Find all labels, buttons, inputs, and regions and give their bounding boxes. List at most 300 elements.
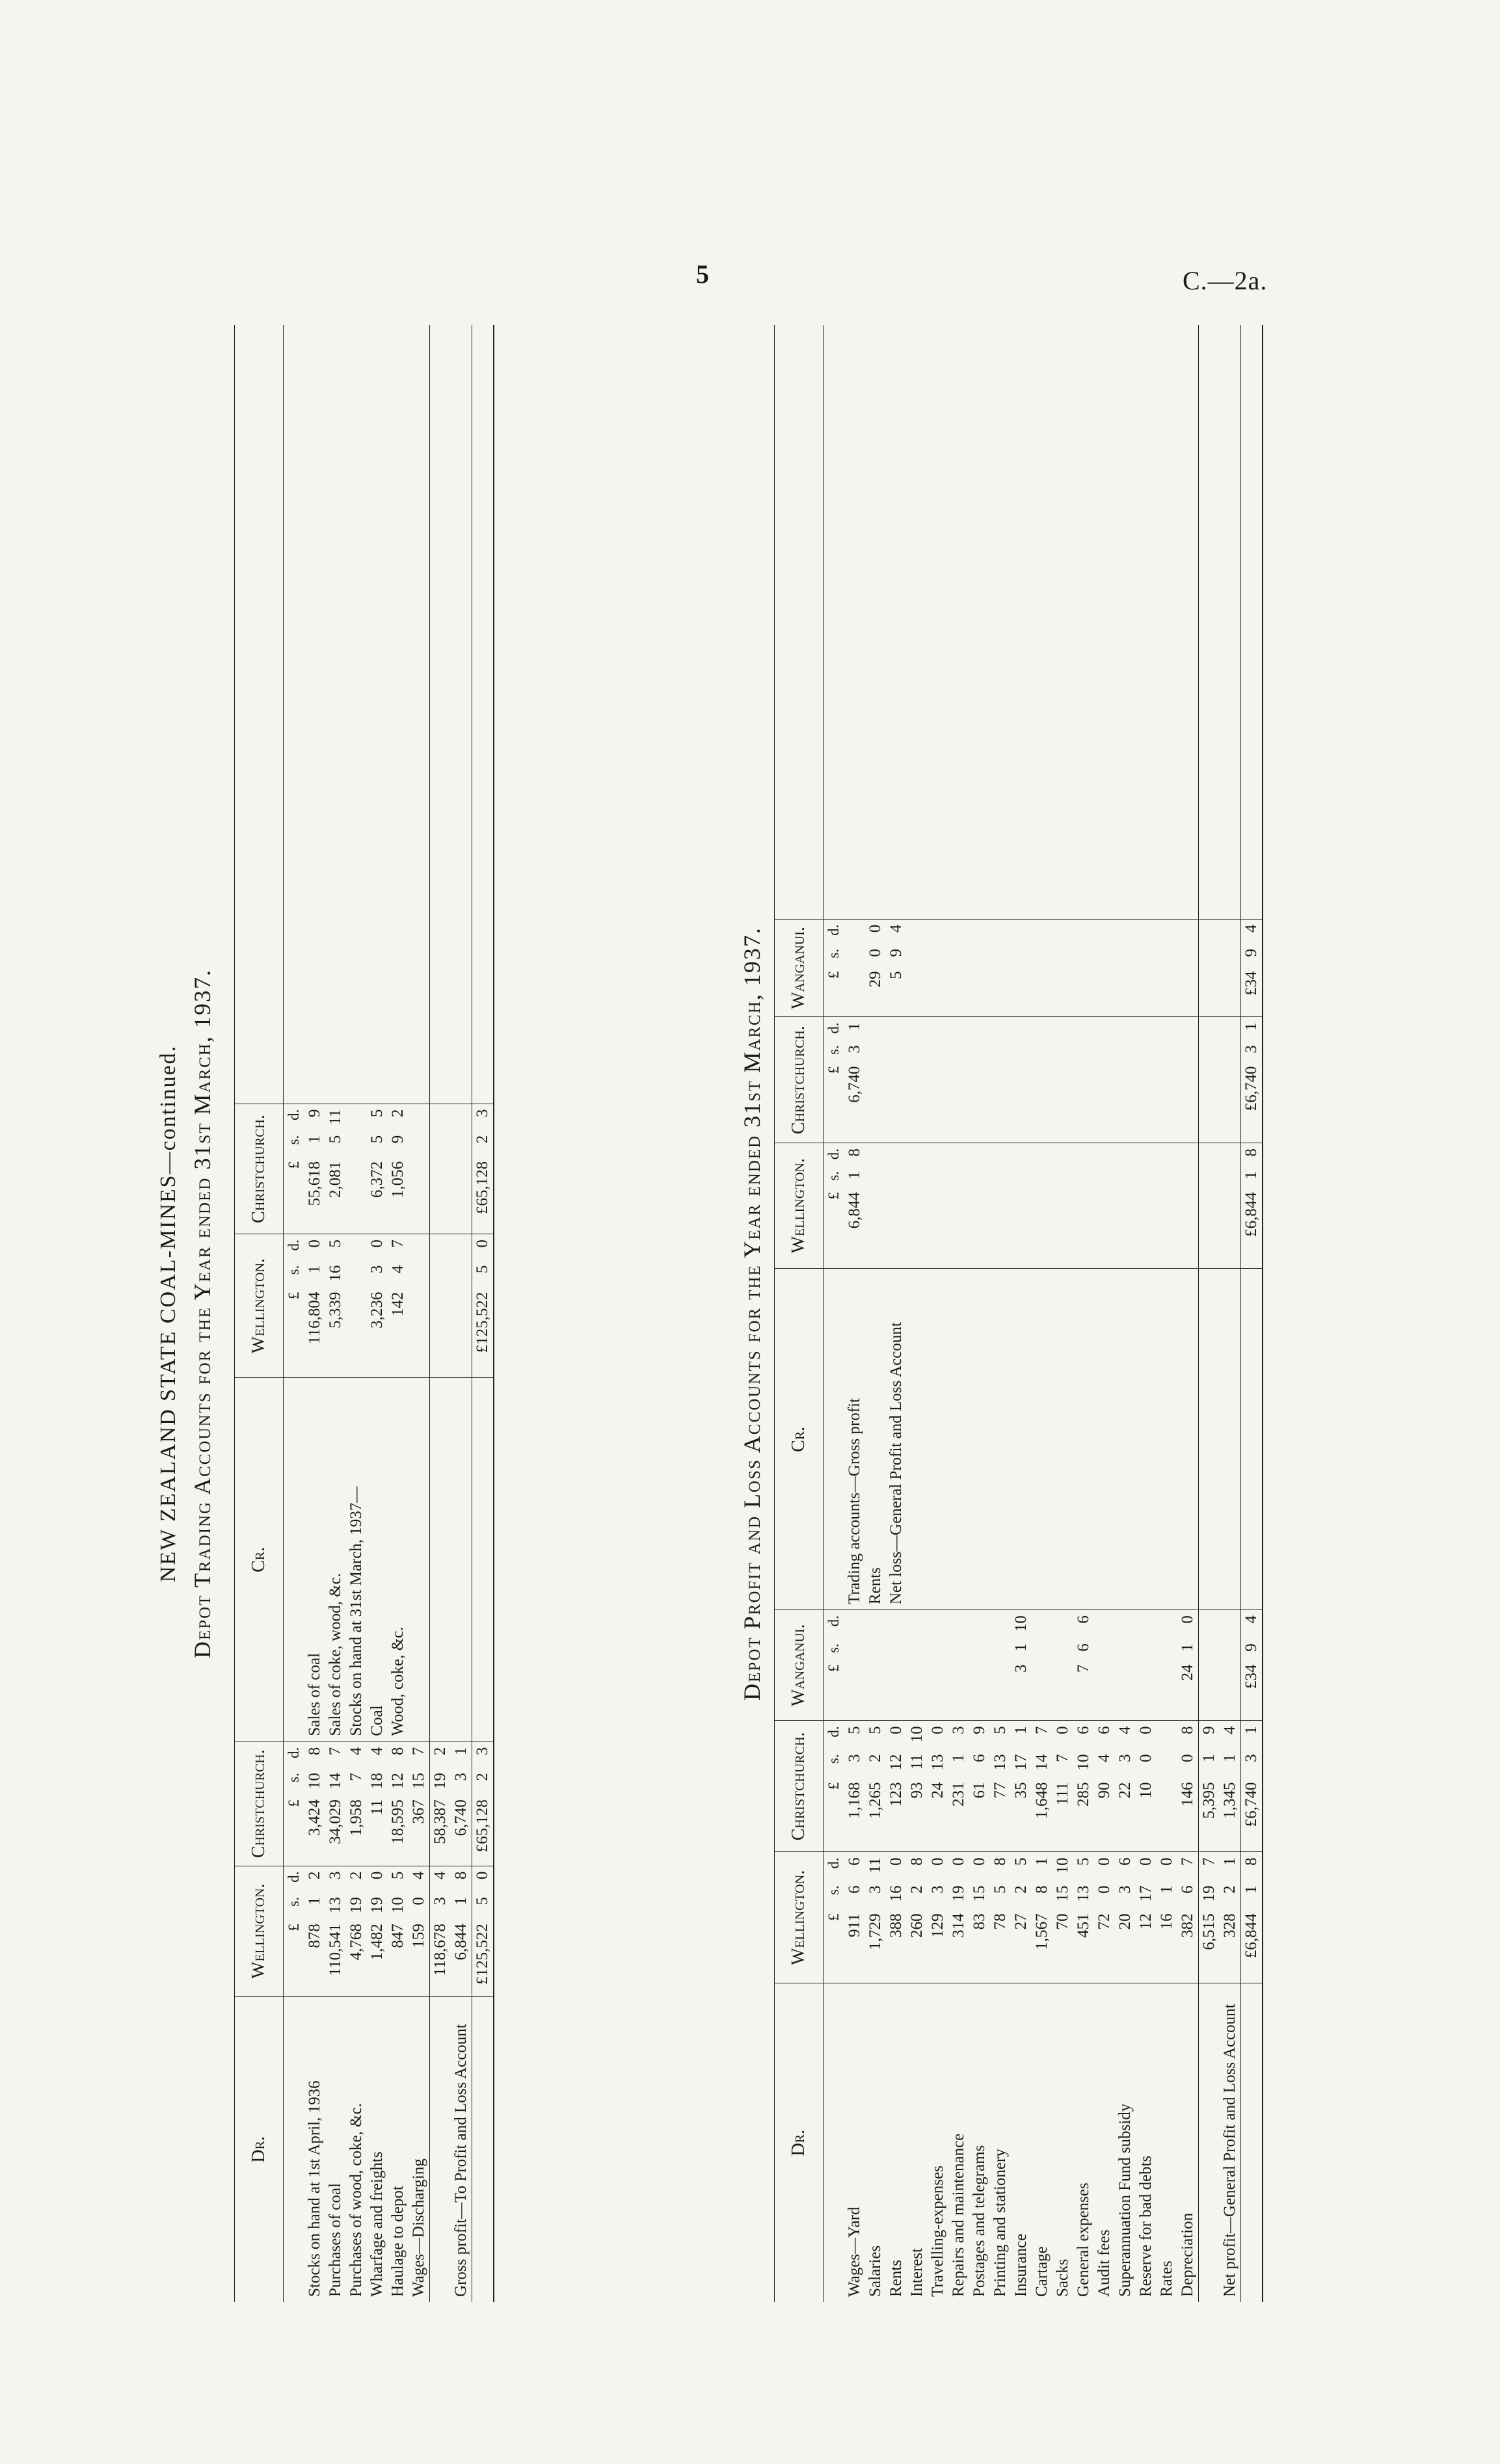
row-label: Gross profit—To Profit and Loss Account: [452, 2024, 470, 2297]
amount-shillings: [886, 1166, 907, 1187]
unit-shillings: s.: [825, 1171, 842, 1181]
table-cell: [1220, 1166, 1241, 1187]
row-label: Interest: [908, 2248, 926, 2297]
amount-shillings: [865, 1040, 886, 1061]
table-cell: [430, 1234, 451, 1260]
amount-pounds: 116,804: [304, 1287, 325, 1378]
table-cell: [948, 1061, 969, 1143]
table-cell: [1073, 1187, 1094, 1269]
amount-shillings: 5: [368, 1135, 386, 1144]
table-cell: [1052, 919, 1073, 944]
amount-pounds: 3,424: [304, 1794, 325, 1866]
table-cell: [907, 1017, 928, 1040]
table-cell: [1115, 966, 1136, 1017]
amount-pence: 0: [887, 1726, 905, 1734]
amount-pounds: 93: [907, 1777, 928, 1851]
amount-shillings: 2: [908, 1885, 926, 1894]
unit-pence: d.: [825, 1857, 842, 1869]
unit-pounds: £: [284, 1918, 305, 1996]
table-cell: [1115, 944, 1136, 966]
amount-pounds: 878: [304, 1918, 325, 1996]
table-cell: [1032, 1061, 1052, 1143]
amount-pence: 6: [1116, 1857, 1134, 1866]
row-label: Stocks on hand at 31st March, 1937—: [346, 1378, 367, 1742]
table-cell: [1157, 919, 1177, 944]
table-cell: [1177, 1017, 1199, 1040]
amount-pounds: 7: [1073, 1659, 1094, 1720]
amount-pounds: 382: [1177, 1908, 1199, 1983]
amount-pounds: 3,236: [367, 1287, 388, 1378]
table-cell: [990, 966, 1011, 1017]
amount-pence: 0: [1054, 1726, 1071, 1734]
amount-shillings: 2: [472, 1130, 494, 1156]
spacer: [928, 325, 948, 919]
amount-pounds: 285: [1073, 1777, 1094, 1851]
amount-pence: 5: [846, 1726, 863, 1734]
amount-pence: 0: [368, 1871, 386, 1880]
amount-pounds: 451: [1073, 1908, 1094, 1983]
spacer: [451, 325, 472, 1104]
amount-pounds: 231: [948, 1777, 969, 1851]
spacer: [948, 1269, 969, 1610]
table-cell: [1094, 1187, 1115, 1269]
table-cell: [1094, 966, 1115, 1017]
amount-pence: [928, 1610, 948, 1639]
row-label: Wood, coke, &c.: [388, 1378, 408, 1742]
amount-shillings: 15: [410, 1773, 427, 1790]
row-label: Sacks: [1054, 2259, 1071, 2297]
amount-shillings: 3: [430, 1892, 451, 1918]
amount-pounds: 6,740: [844, 1061, 865, 1143]
amount-pence: 0: [368, 1239, 386, 1248]
unit-shillings: s.: [825, 1754, 842, 1764]
amount-pounds: 847: [388, 1918, 408, 1996]
total-row: [472, 325, 494, 2302]
table-cell: [907, 1061, 928, 1143]
amount-pence: [886, 1017, 907, 1040]
unit-pence: d.: [825, 1148, 842, 1160]
amount-shillings: 15: [971, 1885, 988, 1902]
spacer: [367, 325, 388, 1104]
dr-label: Dr.: [235, 1996, 284, 2302]
table-cell: [1220, 919, 1241, 944]
table-cell: [1011, 966, 1032, 1017]
amount-shillings: 0: [1179, 1754, 1196, 1762]
amount-pence: 0: [971, 1857, 988, 1866]
amount-pounds: £34: [1241, 1659, 1263, 1720]
amount-pounds: 20: [1115, 1908, 1136, 1983]
amount-shillings: 7: [347, 1773, 365, 1781]
amount-pounds: [948, 1659, 969, 1720]
amount-pence: 2: [306, 1871, 323, 1880]
amount-shillings: 13: [929, 1754, 946, 1771]
amount-pounds: £65,128: [472, 1794, 494, 1866]
amount-pence: 0: [472, 1234, 494, 1260]
spacer: [388, 325, 408, 1104]
table-cell: [1199, 919, 1220, 944]
table-cell: [928, 1061, 948, 1143]
table-cell: [430, 1156, 451, 1234]
table-cell: [928, 944, 948, 966]
amount-pence: 5: [991, 1726, 1009, 1734]
spacer: [1011, 325, 1032, 919]
table-cell: [1052, 1143, 1073, 1165]
table-cell: [1094, 1143, 1115, 1165]
amount-shillings: 19: [430, 1768, 451, 1794]
amount-pounds: 123: [886, 1777, 907, 1851]
amount-shillings: [1032, 1638, 1052, 1659]
spacer: [907, 325, 928, 919]
table-cell: [1177, 1143, 1199, 1165]
unit-pounds: £: [824, 1187, 845, 1269]
table-cell: [1136, 1143, 1157, 1165]
table-cell: [1011, 1017, 1032, 1040]
amount-pence: [1136, 1610, 1157, 1639]
table-cell: [1011, 919, 1032, 944]
amount-pounds: [844, 1659, 865, 1720]
table-cell: [1177, 1166, 1199, 1187]
amount-pounds: 6,515: [1199, 1908, 1220, 1983]
amount-shillings: 3: [452, 1773, 470, 1781]
row-label: Sales of coal: [304, 1378, 325, 1742]
amount-pounds: 1,265: [865, 1777, 886, 1851]
amount-pence: 5: [389, 1871, 407, 1880]
amount-pounds: [886, 1061, 907, 1143]
amount-shillings: 14: [327, 1773, 344, 1790]
table-cell: [928, 1040, 948, 1061]
amount-pounds: [346, 1156, 367, 1234]
row-label: General expenses: [1075, 2182, 1092, 2297]
amount-pence: [346, 1104, 367, 1130]
row-label: Postages and telegrams: [971, 2145, 988, 2297]
amount-shillings: 1: [1241, 1880, 1263, 1908]
amount-shillings: [1199, 1638, 1220, 1659]
amount-pence: [844, 1610, 865, 1639]
summary-row: [430, 325, 451, 2302]
amount-pounds: 24: [1177, 1659, 1199, 1720]
table-cell: [907, 944, 928, 966]
amount-pounds: [346, 1287, 367, 1378]
amount-pounds: 388: [886, 1908, 907, 1983]
amount-pence: 0: [1137, 1726, 1155, 1734]
table-cell: [1032, 1166, 1052, 1187]
table-cell: [1032, 1017, 1052, 1040]
amount-pounds: 27: [1011, 1908, 1032, 1983]
table-cell: [1199, 944, 1220, 966]
amount-pence: 3: [950, 1726, 967, 1734]
spacer: [824, 325, 845, 919]
unit-pounds: £: [284, 1287, 305, 1378]
amount-pounds: 1,345: [1220, 1777, 1241, 1851]
table-cell: [1136, 1017, 1157, 1040]
table-cell: [990, 1040, 1011, 1061]
table-cell: [1073, 944, 1094, 966]
amount-pence: 11: [327, 1109, 344, 1125]
table-cell: [1052, 966, 1073, 1017]
amount-pounds: [865, 1061, 886, 1143]
table-cell: [1094, 1017, 1115, 1040]
profit-loss-title: Depot Profit and Loss Accounts for the Year ended 31st March, 1937.: [739, 927, 765, 1701]
row-label: [430, 1996, 451, 2302]
unit-pence: d.: [286, 1239, 302, 1251]
spacer: [990, 1269, 1011, 1610]
table-cell: [1220, 944, 1241, 966]
amount-pence: 10: [1054, 1857, 1071, 1874]
amount-pounds: 22: [1115, 1777, 1136, 1851]
amount-pounds: £125,522: [472, 1287, 494, 1378]
table-cell: [1157, 1166, 1177, 1187]
unit-pence: d.: [286, 1871, 302, 1883]
amount-pounds: [844, 966, 865, 1017]
table-cell: [969, 1040, 990, 1061]
amount-pounds: 6,844: [451, 1918, 472, 1996]
amount-pounds: £6,844: [1241, 1187, 1263, 1269]
amount-pence: 7: [1199, 1852, 1220, 1881]
amount-shillings: 13: [1075, 1885, 1092, 1902]
amount-pence: 1: [452, 1747, 470, 1756]
amount-pence: 9: [971, 1726, 988, 1734]
amount-pounds: [1115, 1659, 1136, 1720]
unit-pence: d.: [825, 1726, 842, 1738]
table-row: [948, 325, 969, 2302]
unit-pence: d.: [286, 1109, 302, 1120]
amount-pounds: 1,168: [844, 1777, 865, 1851]
amount-pounds: 111: [1052, 1777, 1073, 1851]
amount-pounds: 1,567: [1032, 1908, 1052, 1983]
table-row: [304, 325, 325, 2302]
table-cell: [408, 1130, 430, 1156]
table-cell: [1032, 966, 1052, 1017]
amount-shillings: 0: [866, 948, 884, 957]
row-label: Reserve for bad debts: [1137, 2155, 1155, 2297]
row-label: Cartage: [1033, 2246, 1051, 2297]
rotated-content: [130, 312, 1301, 2315]
amount-shillings: 3: [929, 1885, 946, 1894]
table-cell: [451, 1130, 472, 1156]
table-cell: [1032, 944, 1052, 966]
spacer: [1241, 325, 1263, 919]
table-cell: [1073, 966, 1094, 1017]
table-cell: [451, 1104, 472, 1130]
table-cell: [430, 1130, 451, 1156]
amount-pounds: 70: [1052, 1908, 1073, 1983]
amount-shillings: [1220, 1638, 1241, 1659]
amount-shillings: 0: [1095, 1885, 1113, 1894]
amount-shillings: 5: [991, 1885, 1009, 1894]
amount-shillings: 19: [368, 1897, 386, 1914]
table-cell: [1115, 1143, 1136, 1165]
table-cell: [1052, 944, 1073, 966]
amount-shillings: 3: [368, 1265, 386, 1274]
amount-pence: 11: [866, 1857, 884, 1874]
amount-pence: 2: [389, 1109, 407, 1118]
table-cell: [948, 1187, 969, 1269]
table-cell: [907, 1143, 928, 1165]
amount-pounds: 78: [990, 1908, 1011, 1983]
trading-accounts-title: Depot Trading Accounts for the Year ended 31st March, 1937.: [189, 969, 215, 1658]
table-cell: [1094, 944, 1115, 966]
amount-pounds: [1136, 1659, 1157, 1720]
table-cell: [1136, 944, 1157, 966]
row-label: Superannuation Fund subsidy: [1116, 2103, 1134, 2297]
amount-pence: 1: [1241, 1017, 1263, 1040]
table-row: [1073, 325, 1094, 2302]
spacer: [865, 325, 886, 919]
row-label: Sales of coke, wood, &c.: [325, 1378, 346, 1742]
cr-label: Cr.: [775, 1269, 824, 1610]
spacer: [284, 325, 305, 1104]
table-row: [367, 325, 388, 2302]
amount-shillings: 3: [1241, 1749, 1263, 1777]
table-cell: [928, 966, 948, 1017]
amount-shillings: 17: [1137, 1885, 1155, 1902]
amount-pence: 8: [908, 1857, 926, 1866]
row-label: Wages—Yard: [846, 2206, 863, 2297]
table-cell: [1011, 1143, 1032, 1165]
table-cell: [1136, 1166, 1157, 1187]
table-cell: [928, 1187, 948, 1269]
col-christchurch: Christchurch.: [775, 1017, 824, 1143]
amount-pence: 0: [950, 1857, 967, 1866]
amount-pounds: 5,395: [1199, 1777, 1220, 1851]
table-cell: [1136, 919, 1157, 944]
amount-pence: 9: [1199, 1721, 1220, 1749]
amount-pence: 8: [1241, 1852, 1263, 1881]
amount-shillings: [990, 1638, 1011, 1659]
amount-pence: 1: [1241, 1721, 1263, 1749]
amount-pounds: 12: [1136, 1908, 1157, 1983]
table-row: [969, 325, 990, 2302]
table-cell: [1073, 1166, 1094, 1187]
row-label: Salaries: [866, 2245, 884, 2297]
amount-pence: [1220, 1610, 1241, 1639]
amount-pounds: 90: [1094, 1777, 1115, 1851]
amount-pence: 2: [347, 1871, 365, 1880]
amount-pounds: [886, 1187, 907, 1269]
amount-pence: 0: [1179, 1615, 1196, 1624]
row-label: Travelling-expenses: [929, 2166, 946, 2297]
amount-pence: [948, 1610, 969, 1639]
amount-pence: [1094, 1610, 1115, 1639]
spacer: [1052, 1269, 1073, 1610]
amount-shillings: 6: [1075, 1643, 1092, 1652]
amount-shillings: 1: [846, 1171, 863, 1180]
spacer: [284, 1996, 305, 2302]
amount-shillings: [865, 1638, 886, 1659]
amount-shillings: 10: [306, 1773, 323, 1790]
amount-pence: 8: [452, 1871, 470, 1880]
amount-pence: [1032, 1610, 1052, 1639]
amount-pounds: 367: [408, 1794, 430, 1866]
unit-shillings: s.: [286, 1773, 302, 1782]
unit-pence: d.: [825, 1615, 842, 1627]
spacer: [346, 325, 367, 1104]
amount-shillings: 3: [1241, 1040, 1263, 1061]
amount-shillings: 9: [1241, 1638, 1263, 1659]
amount-pence: 4: [368, 1747, 386, 1756]
amount-pounds: £65,128: [472, 1156, 494, 1234]
row-label: [1241, 1983, 1263, 2302]
unit-pence: d.: [286, 1747, 302, 1758]
table-cell: [1052, 1166, 1073, 1187]
spacer: [1157, 1269, 1177, 1610]
amount-pounds: 4,768: [346, 1918, 367, 1996]
table-cell: [1115, 919, 1136, 944]
table-cell: [969, 944, 990, 966]
amount-pence: 4: [347, 1747, 365, 1756]
table-cell: [969, 1061, 990, 1143]
amount-shillings: 12: [887, 1754, 905, 1771]
table-cell: [1073, 1061, 1094, 1143]
table-cell: [451, 1260, 472, 1287]
amount-pounds: 129: [928, 1908, 948, 1983]
table-cell: [451, 1287, 472, 1378]
amount-pounds: 314: [948, 1908, 969, 1983]
amount-shillings: 17: [1012, 1754, 1030, 1771]
spacer: [1115, 1269, 1136, 1610]
table-cell: [928, 1143, 948, 1165]
row-label: Rates: [1158, 2260, 1175, 2297]
amount-pence: 7: [327, 1747, 344, 1756]
row-label: Coal: [367, 1378, 388, 1742]
table-cell: [1094, 1040, 1115, 1061]
table-row: [1115, 325, 1136, 2302]
amount-pounds: 18,595: [388, 1794, 408, 1866]
table-cell: [948, 944, 969, 966]
amount-shillings: 19: [950, 1885, 967, 1902]
amount-pounds: [1220, 1659, 1241, 1720]
amount-pence: [1199, 1610, 1220, 1639]
row-label: Depreciation: [1179, 2212, 1196, 2297]
amount-shillings: 13: [991, 1754, 1009, 1771]
table-cell: [907, 1040, 928, 1061]
table-cell: [1199, 1040, 1220, 1061]
amount-shillings: 9: [887, 948, 905, 957]
amount-pounds: 1,056: [388, 1156, 408, 1234]
amount-shillings: 1: [1221, 1754, 1239, 1762]
unit-pounds: £: [284, 1794, 305, 1866]
table-cell: [1094, 919, 1115, 944]
amount-shillings: 6: [1179, 1885, 1196, 1894]
spacer: [1220, 325, 1241, 919]
amount-pence: 4: [410, 1871, 427, 1880]
spacer: [1177, 325, 1199, 919]
amount-pence: 4: [1241, 1610, 1263, 1639]
amount-pence: 0: [866, 924, 884, 933]
table-cell: [948, 1143, 969, 1165]
unit-shillings: s.: [825, 1643, 842, 1653]
table-cell: [990, 919, 1011, 944]
spacer: [472, 1378, 494, 1742]
row-label: Stocks on hand at 1st April, 1936: [306, 2080, 323, 2297]
amount-pence: 8: [991, 1857, 1009, 1866]
amount-pounds: 2,081: [325, 1156, 346, 1234]
amount-pounds: 142: [388, 1287, 408, 1378]
table-cell: [1157, 966, 1177, 1017]
row-label: Purchases of coal: [327, 2183, 344, 2297]
row-label: Insurance: [1012, 2233, 1030, 2297]
col-wellington: Wellington.: [235, 1234, 284, 1378]
table-cell: [1011, 1187, 1032, 1269]
amount-pence: [865, 1143, 886, 1165]
trading-accounts-table: [234, 325, 494, 2302]
amount-pence: [886, 1143, 907, 1165]
col-wellington: Wellington.: [775, 1143, 824, 1269]
spacer: [1136, 1269, 1157, 1610]
spacer: [1094, 1269, 1115, 1610]
table-cell: [1073, 1017, 1094, 1040]
spacer: [325, 325, 346, 1104]
